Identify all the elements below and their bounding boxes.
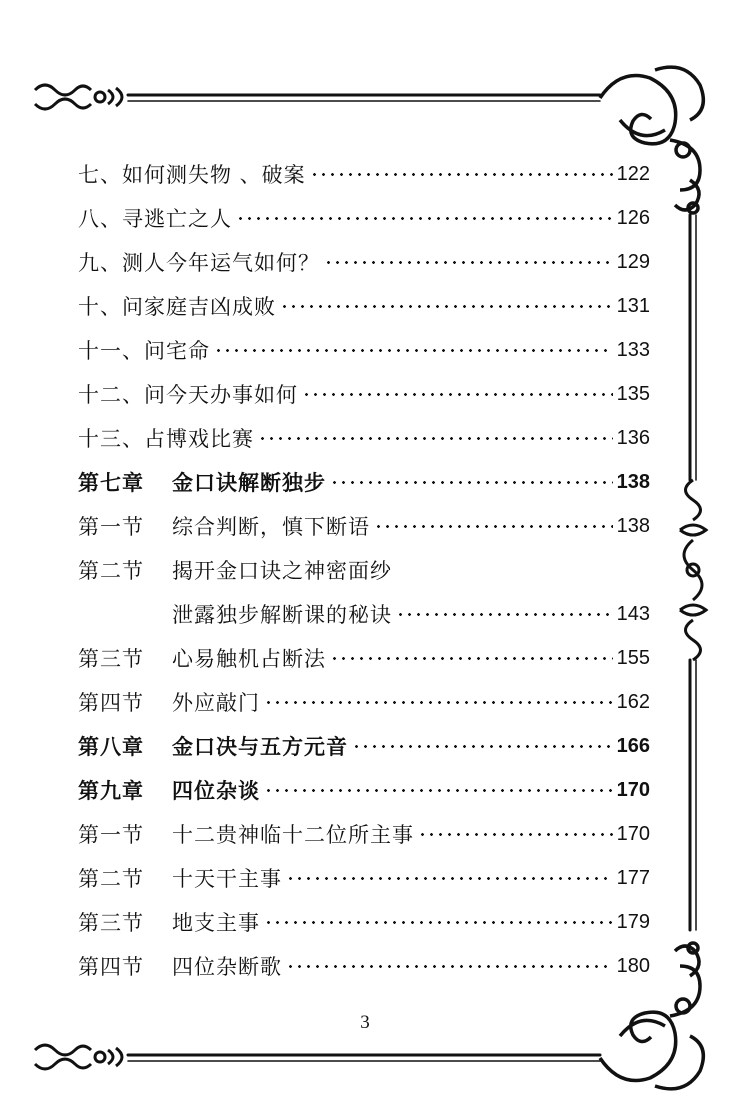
toc-section [78,812,650,856]
page-number: 3 [360,1012,370,1033]
dot-leader [264,701,613,704]
toc-entry [78,328,650,372]
chapter-number: 第九章 [78,779,144,803]
section-title: 综合判断，慎下断语 [172,515,370,539]
left-ornament-bottom [35,1045,122,1069]
dot-leader [396,613,613,616]
toc-entry-title: 十三、占博戏比赛 [78,427,254,451]
dot-leader [280,305,613,308]
section-title-line2: 泄露独步解断课的秘诀 [172,603,392,627]
side-ornament-right [680,480,706,660]
section-page: 143 [616,602,650,625]
chapter-page: 166 [616,734,650,757]
section-title: 揭开金口诀之神密面纱 [172,559,392,583]
dot-leader [302,393,613,396]
section-page: 138 [616,514,650,537]
dot-leader [352,745,613,748]
dot-leader [286,965,613,968]
chapter-number: 第七章 [78,471,144,495]
toc-section [78,944,650,988]
section-number: 第二节 [78,867,144,891]
toc-entry-title: 九、测人今年运气如何？ [78,251,320,275]
section-title: 地支主事 [172,911,260,935]
section-page: 177 [616,866,650,889]
section-title: 十天干主事 [172,867,282,891]
dot-leader [286,877,613,880]
section-page: 170 [616,822,650,845]
toc-entry-page: 126 [616,206,650,229]
section-title: 十二贵神临十二位所主事 [172,823,414,847]
chapter-title: 四位杂谈 [172,779,260,803]
toc-entry [78,152,650,196]
section-title: 外应敲门 [172,691,260,715]
section-page: 155 [616,646,650,669]
section-number: 第一节 [78,823,144,847]
toc-chapter [78,768,650,812]
dot-leader [264,789,613,792]
toc-entry [78,284,650,328]
dot-leader [330,657,613,660]
dot-leader [258,437,613,440]
toc-entry-page: 131 [616,294,650,317]
toc-entry-title: 十二、问今天办事如何 [78,383,298,407]
chapter-title: 金口诀解断独步 [172,471,326,495]
toc-entry-page: 133 [616,338,650,361]
toc-entry [78,240,650,284]
toc-section [78,504,650,548]
section-number: 第四节 [78,955,144,979]
toc-section-continuation [78,592,650,636]
toc-entry [78,196,650,240]
section-number: 第三节 [78,647,144,671]
dot-leader [418,833,613,836]
section-page: 179 [616,910,650,933]
section-number: 第三节 [78,911,144,935]
toc-chapter [78,460,650,504]
left-ornament-top [35,85,122,109]
dot-leader [330,481,613,484]
dot-leader [236,217,613,220]
toc-entry-title: 十、问家庭吉凶成败 [78,295,276,319]
chapter-title: 金口决与五方元音 [172,735,348,759]
toc-entry-title: 十一、问宅命 [78,339,210,363]
toc-entry-page: 129 [616,250,650,273]
toc-section [78,856,650,900]
toc-section [78,680,650,724]
toc-entry-page: 122 [616,162,650,185]
section-title: 心易触机占断法 [172,647,326,671]
toc-section [78,636,650,680]
toc-entry-title: 七、如何测失物 、破案 [78,163,306,187]
section-number: 第一节 [78,515,144,539]
toc-entry-title: 八、寻逃亡之人 [78,207,232,231]
section-number: 第四节 [78,691,144,715]
dot-leader [324,261,613,264]
dot-leader [264,921,613,924]
toc-entry-page: 135 [616,382,650,405]
section-page: 162 [616,690,650,713]
dot-leader [374,525,613,528]
toc-entry-page: 136 [616,426,650,449]
section-title: 四位杂断歌 [172,955,282,979]
toc-section [78,900,650,944]
chapter-page: 138 [616,470,650,493]
section-page: 180 [616,954,650,977]
dot-leader [214,349,613,352]
table-of-contents [78,152,650,988]
dot-leader [310,173,613,176]
toc-entry [78,416,650,460]
toc-entry [78,372,650,416]
section-number: 第二节 [78,559,144,583]
chapter-page: 170 [616,778,650,801]
chapter-number: 第八章 [78,735,144,759]
toc-chapter [78,724,650,768]
toc-section [78,548,650,592]
